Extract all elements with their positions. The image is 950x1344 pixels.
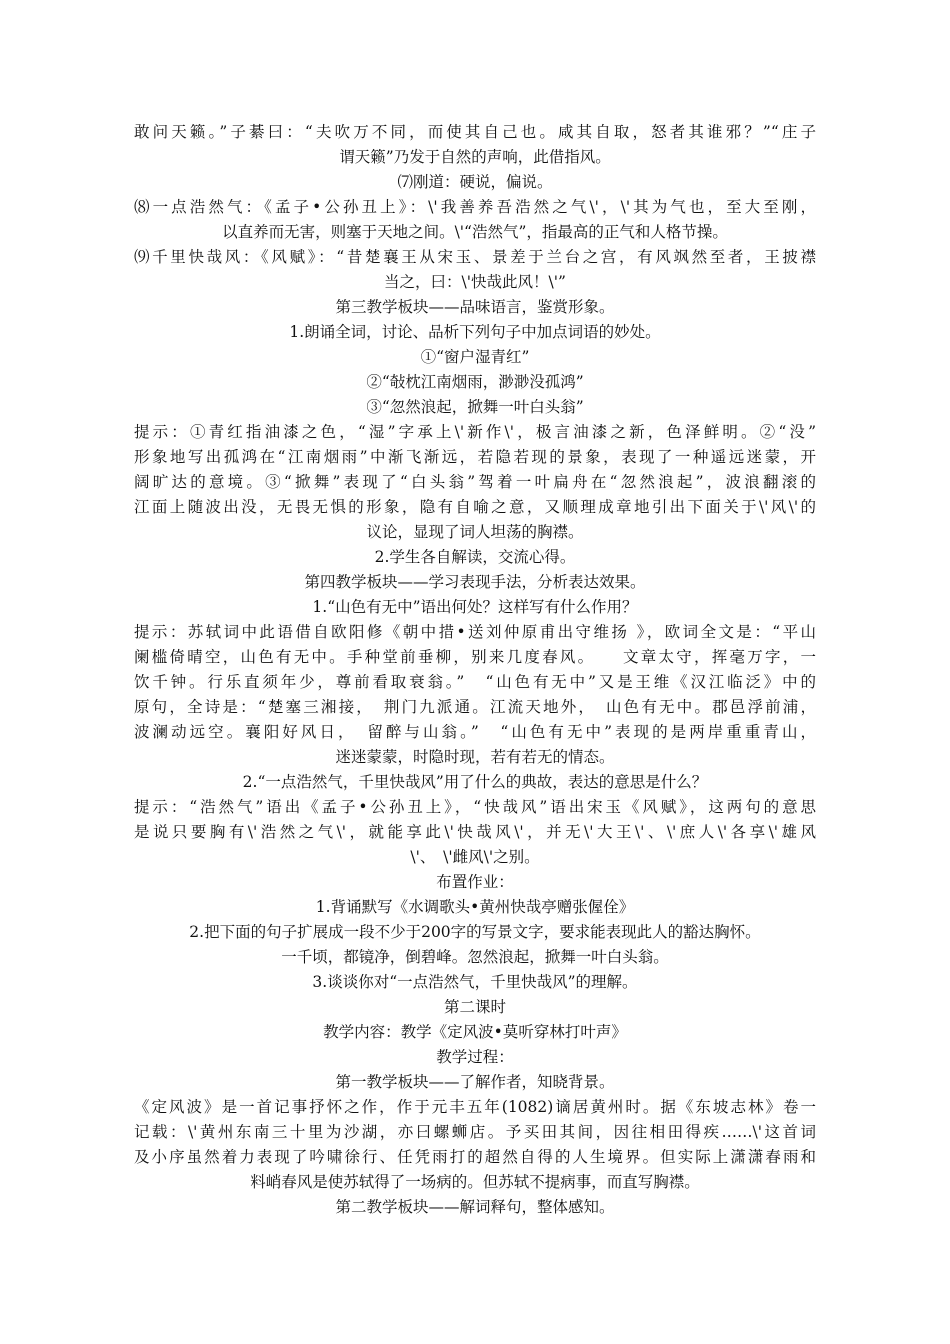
text-line: ⑺刚道：硬说，偏说。 — [397, 173, 553, 191]
text-line: 提示：苏轼词中此语借自欧阳修《朝中措•送刘仲原甫出守维扬 》，欧词全文是：“平山 — [134, 623, 816, 641]
text-line: ③“忽然浪起，掀舞一叶白头翁” — [366, 398, 584, 416]
text-line: 《定风波》是一首记事抒怀之作，作于元丰五年(1082)谪居黄州时。据《东坡志林》卷一 — [134, 1098, 816, 1116]
text-line: \'、 \'雌风\'之别。 — [410, 848, 540, 866]
text-line: 1.朗诵全词，讨论、品析下列句子中加点词语的妙处。 — [289, 323, 661, 341]
text-line: 当之，曰：\'快哉此风！\'” — [384, 273, 566, 291]
text-line: 阑槛倚晴空，山色有无中。手种堂前垂柳，别来几度春风。 文章太守，挥毫万字，一 — [134, 648, 816, 666]
text-line: 及小序虽然着力表现了吟啸徐行、任凭雨打的超然自得的人生境界。但实际上潇潇春雨和 — [134, 1148, 816, 1166]
text-line: ⑻一点浩然气：《孟子•公孙丑上》：\'我善养吾浩然之气\'，\'其为气也，至大至刚， — [134, 198, 816, 216]
text-line: 料峭春风是使苏轼得了一场病的。但苏轼不提病事，而直写胸襟。 — [250, 1173, 700, 1191]
text-line: 2.把下面的句子扩展成一段不少于200字的写景文字，要求能表现此人的豁达胸怀。 — [189, 923, 761, 941]
text-line: 2.学生各自解读，交流心得。 — [374, 548, 576, 566]
text-line: 原句，全诗是：“楚塞三湘接， 荆门九派通。江流天地外， 山色有无中。郡邑浮前浦， — [134, 698, 816, 716]
text-line: 1.背诵默写《水调歌头•黄州快哉亭赠张偓佺》 — [315, 898, 635, 916]
text-line: 阔旷达的意境。③“掀舞”表现了“白头翁”驾着一叶扁舟在“忽然浪起”，波浪翻滚的 — [134, 473, 816, 491]
text-line: 饮千钟。行乐直须年少，尊前看取衰翁。” “山色有无中”又是王维《汉江临泛》中的 — [134, 673, 816, 691]
text-line: 提示：“浩然气”语出《孟子•公孙丑上》，“快哉风”语出宋玉《风赋》，这两句的意思 — [134, 798, 816, 816]
text-line: 1.“山色有无中”语出何处？这样写有什么作用？ — [312, 598, 638, 616]
section-heading: 教学过程： — [436, 1048, 514, 1066]
text-line: 一千顷，都镜净，倒碧峰。忽然浪起，掀舞一叶白头翁。 — [281, 948, 669, 966]
text-line: 敢问天籁。”子綦曰：“夫吹万不同，而使其自己也。咸其自取，怒者其谁邪？”“庄子 — [134, 123, 816, 141]
section-heading: 第一教学板块——了解作者，知晓背景。 — [335, 1073, 615, 1091]
section-heading: 第四教学板块——学习表现手法，分析表达效果。 — [304, 573, 646, 591]
text-line: 波澜动远空。襄阳好风日， 留醉与山翁。” “山色有无中”表现的是两岸重重青山， — [134, 723, 816, 741]
text-line: 以直养而无害，则塞于天地之间。\'“浩然气”，指最高的正气和人格节操。 — [222, 223, 728, 241]
text-line: ①“窗户湿青红” — [420, 348, 530, 366]
text-line: 迷迷蒙蒙，时隐时现，若有若无的情态。 — [335, 748, 615, 766]
document-page — [134, 120, 816, 1220]
text-line: 形象地写出孤鸿在“江南烟雨”中渐飞渐远，若隐若现的景象，表现了一种遥远迷蒙，开 — [134, 448, 816, 466]
section-heading: 第二教学板块——解词释句，整体感知。 — [335, 1198, 615, 1216]
section-heading: 第二课时 — [443, 998, 506, 1016]
section-heading: 布置作业： — [436, 873, 514, 891]
text-line: 2.“一点浩然气，千里快哉风”用了什么的典故，表达的意思是什么？ — [242, 773, 708, 791]
text-line: 3.谈谈你对“一点浩然气，千里快哉风”的理解。 — [312, 973, 638, 991]
section-heading: 第三教学板块——品味语言，鉴赏形象。 — [335, 298, 615, 316]
text-line: 谓天籁”乃发于自然的声响，此借指风。 — [339, 148, 611, 166]
text-line: 是说只要胸有\'浩然之气\'，就能享此\'快哉风\'，并无\'大王\'、\'庶人\'各享\'雄风 — [134, 823, 816, 841]
text-line: 提示：①青红指油漆之色，“湿”字承上\'新作\'，极言油漆之新，色泽鲜明。②“没” — [134, 423, 816, 441]
text-line: 江面上随波出没，无畏无惧的形象，隐有自喻之意，又顺理成章地引出下面关于\'风\'的 — [134, 498, 816, 516]
text-line: 教学内容：教学《定风波•莫听穿林打叶声》 — [323, 1023, 627, 1041]
text-line: 记载：\'黄州东南三十里为沙湖，亦曰螺蛳店。予买田其间，因往相田得疾……\'这首词 — [134, 1123, 816, 1141]
text-line: ⑼千里快哉风：《风赋》：“昔楚襄王从宋玉、景差于兰台之宫，有风飒然至者，王披襟 — [134, 248, 816, 266]
text-line: ②“敧枕江南烟雨，渺渺没孤鸿” — [366, 373, 584, 391]
text-line: 议论，显现了词人坦荡的胸襟。 — [366, 523, 584, 541]
